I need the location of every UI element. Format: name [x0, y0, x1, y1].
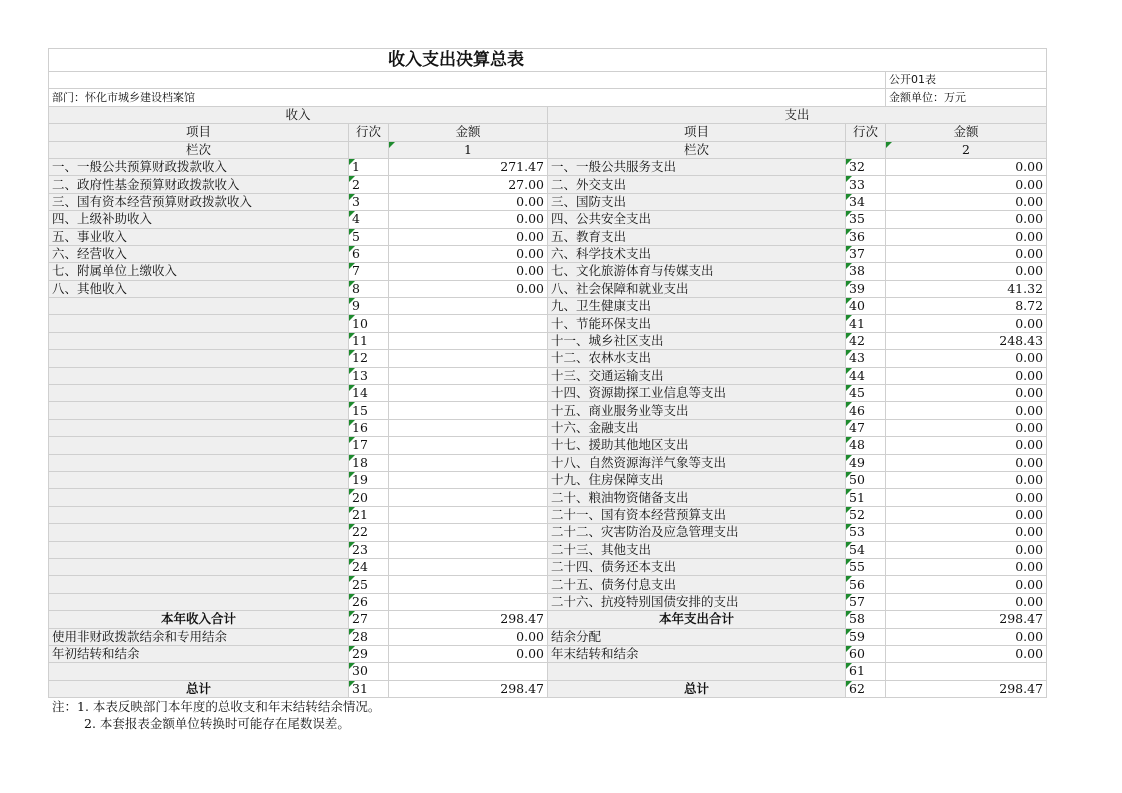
income-item: 八、其他收入: [49, 280, 349, 297]
expense-item: 四、公共安全支出: [548, 211, 846, 228]
expense-amount: 8.72: [886, 298, 1047, 315]
expense-line-no: 42: [846, 332, 886, 349]
table-row: [49, 419, 1047, 436]
income-amount: [389, 576, 548, 593]
expense-line-no: 61: [846, 663, 886, 680]
income-line-no: 11: [349, 332, 389, 349]
table-row: [49, 402, 1047, 419]
expense-amount: 0.00: [886, 645, 1047, 662]
table-row: [49, 298, 1047, 315]
expense-amount: 0.00: [886, 193, 1047, 210]
expense-item: 五、教育支出: [548, 228, 846, 245]
expense-amount: 0.00: [886, 593, 1047, 610]
income-amount: 0.00: [389, 228, 548, 245]
table-row: [49, 315, 1047, 332]
expense-amount: 0.00: [886, 471, 1047, 488]
table-row: [49, 211, 1047, 228]
income-amount-header: 金额: [389, 124, 548, 141]
income-amount: [389, 489, 548, 506]
income-line-no: 31: [349, 680, 389, 697]
income-item: [49, 454, 349, 471]
expense-amount: 0.00: [886, 628, 1047, 645]
note-2: 2. 本套报表金额单位转换时可能存在尾数误差。: [84, 716, 350, 731]
col1-label: 1: [389, 141, 548, 158]
income-line-no: 17: [349, 437, 389, 454]
expense-amount: 0.00: [886, 245, 1047, 262]
expense-item: 十九、住房保障支出: [548, 471, 846, 488]
table-row: [49, 367, 1047, 384]
expense-item: 二十、粮油物资储备支出: [548, 489, 846, 506]
table-row: [49, 680, 1047, 697]
expense-amount: 0.00: [886, 506, 1047, 523]
income-line-no: 26: [349, 593, 389, 610]
income-line-no: 3: [349, 193, 389, 210]
income-item: [49, 541, 349, 558]
table-row: [49, 385, 1047, 402]
income-line-no: 25: [349, 576, 389, 593]
expense-item: 二十二、灾害防治及应急管理支出: [548, 524, 846, 541]
expense-line-no: 43: [846, 350, 886, 367]
income-amount: 0.00: [389, 193, 548, 210]
form-code: 公开01表: [886, 72, 1047, 89]
income-amount: 0.00: [389, 628, 548, 645]
expense-item: 二十五、债务付息支出: [548, 576, 846, 593]
income-amount: [389, 419, 548, 436]
expense-line-no: 51: [846, 489, 886, 506]
expense-line-header: 行次: [846, 124, 886, 141]
table-row: [49, 593, 1047, 610]
income-line-no: 24: [349, 558, 389, 575]
note-1: 注：1. 本表反映部门本年度的总收支和年末结转结余情况。: [52, 699, 381, 714]
expense-line-no: 32: [846, 158, 886, 175]
income-line-no: 22: [349, 524, 389, 541]
expense-item: 本年支出合计: [548, 611, 846, 628]
expense-column-label: 栏次: [548, 141, 846, 158]
table-row: [49, 454, 1047, 471]
income-amount: 0.00: [389, 211, 548, 228]
income-item: [49, 332, 349, 349]
expense-item: 十三、交通运输支出: [548, 367, 846, 384]
expense-amount: [886, 663, 1047, 680]
expense-line-no: 44: [846, 367, 886, 384]
income-item: [49, 524, 349, 541]
expense-line-no: 34: [846, 193, 886, 210]
table-row: [49, 524, 1047, 541]
expense-amount: 0.00: [886, 211, 1047, 228]
expense-line-no: 53: [846, 524, 886, 541]
income-amount: [389, 385, 548, 402]
expense-item: 十、节能环保支出: [548, 315, 846, 332]
expense-item: 十四、资源勘探工业信息等支出: [548, 385, 846, 402]
report-title: 收入支出决算总表: [388, 50, 524, 70]
income-amount: 27.00: [389, 176, 548, 193]
income-amount: [389, 663, 548, 680]
unit-label: 金额单位：万元: [886, 89, 1047, 106]
income-line-no: 8: [349, 280, 389, 297]
table-row: [49, 228, 1047, 245]
expense-amount: 41.32: [886, 280, 1047, 297]
income-item: [49, 593, 349, 610]
table-row: [49, 193, 1047, 210]
income-amount: [389, 454, 548, 471]
income-amount: 298.47: [389, 680, 548, 697]
expense-amount: 298.47: [886, 680, 1047, 697]
table-row: [49, 558, 1047, 575]
income-amount: [389, 350, 548, 367]
income-amount: [389, 524, 548, 541]
expense-amount: 0.00: [886, 576, 1047, 593]
income-line-no: 13: [349, 367, 389, 384]
income-amount: [389, 558, 548, 575]
income-item: 二、政府性基金预算财政拨款收入: [49, 176, 349, 193]
income-amount: 0.00: [389, 645, 548, 662]
expense-amount: 0.00: [886, 558, 1047, 575]
income-amount: [389, 593, 548, 610]
income-amount: 271.47: [389, 158, 548, 175]
income-item: [49, 471, 349, 488]
income-line-no: 1: [349, 158, 389, 175]
income-line-no: 30: [349, 663, 389, 680]
expense-amount: 0.00: [886, 350, 1047, 367]
expense-line-no: 49: [846, 454, 886, 471]
income-item: [49, 489, 349, 506]
income-line-no: 20: [349, 489, 389, 506]
expense-line-no: 36: [846, 228, 886, 245]
income-item: 五、事业收入: [49, 228, 349, 245]
table-row: [49, 263, 1047, 280]
expense-line-no: 33: [846, 176, 886, 193]
department-label: 部门：怀化市城乡建设档案馆: [49, 89, 886, 106]
expense-item: 九、卫生健康支出: [548, 298, 846, 315]
expense-amount: 298.47: [886, 611, 1047, 628]
income-line-no: 23: [349, 541, 389, 558]
expense-line-no: 41: [846, 315, 886, 332]
expense-amount: 0.00: [886, 176, 1047, 193]
income-item: [49, 298, 349, 315]
expense-line-no: 55: [846, 558, 886, 575]
income-line-no: 14: [349, 385, 389, 402]
expense-item: 三、国防支出: [548, 193, 846, 210]
expense-item: 结余分配: [548, 628, 846, 645]
income-line-header: 行次: [349, 124, 389, 141]
income-item: [49, 367, 349, 384]
expense-item: 八、社会保障和就业支出: [548, 280, 846, 297]
income-amount: [389, 402, 548, 419]
income-item: [49, 419, 349, 436]
income-item: [49, 402, 349, 419]
income-item: 总计: [49, 680, 349, 697]
income-line-no: 6: [349, 245, 389, 262]
expense-amount: 0.00: [886, 419, 1047, 436]
expense-line-no: 50: [846, 471, 886, 488]
expense-amount: 0.00: [886, 228, 1047, 245]
table-row: [49, 158, 1047, 175]
income-item: [49, 663, 349, 680]
table-row: [49, 332, 1047, 349]
expense-line-no: 40: [846, 298, 886, 315]
income-amount: 298.47: [389, 611, 548, 628]
income-amount: 0.00: [389, 263, 548, 280]
expense-item-header: 项目: [548, 124, 846, 141]
expense-item: 二、外交支出: [548, 176, 846, 193]
expense-amount: 0.00: [886, 541, 1047, 558]
table-row: [49, 350, 1047, 367]
expense-line-no: 54: [846, 541, 886, 558]
income-line-no: 9: [349, 298, 389, 315]
income-line-no: 19: [349, 471, 389, 488]
expense-item: 十五、商业服务业等支出: [548, 402, 846, 419]
income-line-no: 18: [349, 454, 389, 471]
expense-item: [548, 663, 846, 680]
income-line-no: 12: [349, 350, 389, 367]
expense-line-no: 56: [846, 576, 886, 593]
income-amount: [389, 298, 548, 315]
col2-label: 2: [886, 141, 1047, 158]
expense-line-no: 39: [846, 280, 886, 297]
income-item: 七、附属单位上缴收入: [49, 263, 349, 280]
income-line-no: 7: [349, 263, 389, 280]
expense-line-no: 46: [846, 402, 886, 419]
income-line-no: 28: [349, 628, 389, 645]
table-row: [49, 280, 1047, 297]
table-row: [49, 576, 1047, 593]
income-column-label: 栏次: [49, 141, 349, 158]
expense-amount-header: 金额: [886, 124, 1047, 141]
income-item: 年初结转和结余: [49, 645, 349, 662]
income-amount: 0.00: [389, 245, 548, 262]
income-line-no: 4: [349, 211, 389, 228]
income-item: 一、一般公共预算财政拨款收入: [49, 158, 349, 175]
income-item: [49, 350, 349, 367]
table-row: [49, 245, 1047, 262]
expense-amount: 0.00: [886, 489, 1047, 506]
expense-line-no: 35: [846, 211, 886, 228]
income-item: [49, 385, 349, 402]
expense-amount: 0.00: [886, 402, 1047, 419]
expense-item: 十七、援助其他地区支出: [548, 437, 846, 454]
expense-line-no: 48: [846, 437, 886, 454]
expense-amount: 0.00: [886, 263, 1047, 280]
expense-line-no: 57: [846, 593, 886, 610]
table-row: [49, 541, 1047, 558]
income-amount: [389, 471, 548, 488]
income-amount: [389, 367, 548, 384]
expense-item: 十二、农林水支出: [548, 350, 846, 367]
expense-amount: 0.00: [886, 454, 1047, 471]
expense-line-no: 52: [846, 506, 886, 523]
expense-line-no: 38: [846, 263, 886, 280]
income-item: 本年收入合计: [49, 611, 349, 628]
table-row: [49, 611, 1047, 628]
income-amount: [389, 332, 548, 349]
table-row: [49, 176, 1047, 193]
expense-header: 支出: [548, 106, 1047, 123]
table-row: [49, 628, 1047, 645]
table-row: [49, 471, 1047, 488]
expense-amount: 0.00: [886, 437, 1047, 454]
expense-item: 一、一般公共服务支出: [548, 158, 846, 175]
income-amount: 0.00: [389, 280, 548, 297]
income-amount: [389, 315, 548, 332]
expense-line-no: 59: [846, 628, 886, 645]
income-line-no: 5: [349, 228, 389, 245]
expense-amount: 0.00: [886, 367, 1047, 384]
expense-amount: 0.00: [886, 158, 1047, 175]
expense-item: 年末结转和结余: [548, 645, 846, 662]
table-row: [49, 506, 1047, 523]
income-amount: [389, 437, 548, 454]
expense-item: 十六、金融支出: [548, 419, 846, 436]
income-item: 六、经营收入: [49, 245, 349, 262]
income-line-no: 2: [349, 176, 389, 193]
expense-amount: 248.43: [886, 332, 1047, 349]
table-row: [49, 645, 1047, 662]
income-line-no: 10: [349, 315, 389, 332]
table-row: [49, 489, 1047, 506]
table-row: [49, 663, 1047, 680]
income-line-no: 21: [349, 506, 389, 523]
expense-item: 六、科学技术支出: [548, 245, 846, 262]
income-item-header: 项目: [49, 124, 349, 141]
expense-line-no: 60: [846, 645, 886, 662]
income-item: [49, 558, 349, 575]
expense-item: 二十六、抗疫特别国债安排的支出: [548, 593, 846, 610]
income-item: 三、国有资本经营预算财政拨款收入: [49, 193, 349, 210]
expense-amount: 0.00: [886, 315, 1047, 332]
income-line-no: 27: [349, 611, 389, 628]
income-item: [49, 506, 349, 523]
income-header: 收入: [49, 106, 548, 123]
expense-item: 二十一、国有资本经营预算支出: [548, 506, 846, 523]
income-item: [49, 576, 349, 593]
expense-item: 二十四、债务还本支出: [548, 558, 846, 575]
income-item: 四、上级补助收入: [49, 211, 349, 228]
notes: [52, 698, 380, 732]
expense-amount: 0.00: [886, 385, 1047, 402]
expense-item: 十一、城乡社区支出: [548, 332, 846, 349]
income-item: [49, 315, 349, 332]
income-line-no: 29: [349, 645, 389, 662]
income-amount: [389, 506, 548, 523]
table-row: [49, 437, 1047, 454]
expense-line-no: 37: [846, 245, 886, 262]
expense-item: 二十三、其他支出: [548, 541, 846, 558]
income-line-no: 16: [349, 419, 389, 436]
expense-line-no: 58: [846, 611, 886, 628]
income-line-no: 15: [349, 402, 389, 419]
expense-item: 七、文化旅游体育与传媒支出: [548, 263, 846, 280]
expense-line-no: 45: [846, 385, 886, 402]
expense-line-no: 62: [846, 680, 886, 697]
income-item: 使用非财政拨款结余和专用结余: [49, 628, 349, 645]
expense-amount: 0.00: [886, 524, 1047, 541]
income-expense-table: [48, 48, 1047, 698]
report-sheet: [48, 48, 1046, 698]
expense-item: 总计: [548, 680, 846, 697]
income-amount: [389, 541, 548, 558]
expense-line-no: 47: [846, 419, 886, 436]
expense-item: 十八、自然资源海洋气象等支出: [548, 454, 846, 471]
income-item: [49, 437, 349, 454]
